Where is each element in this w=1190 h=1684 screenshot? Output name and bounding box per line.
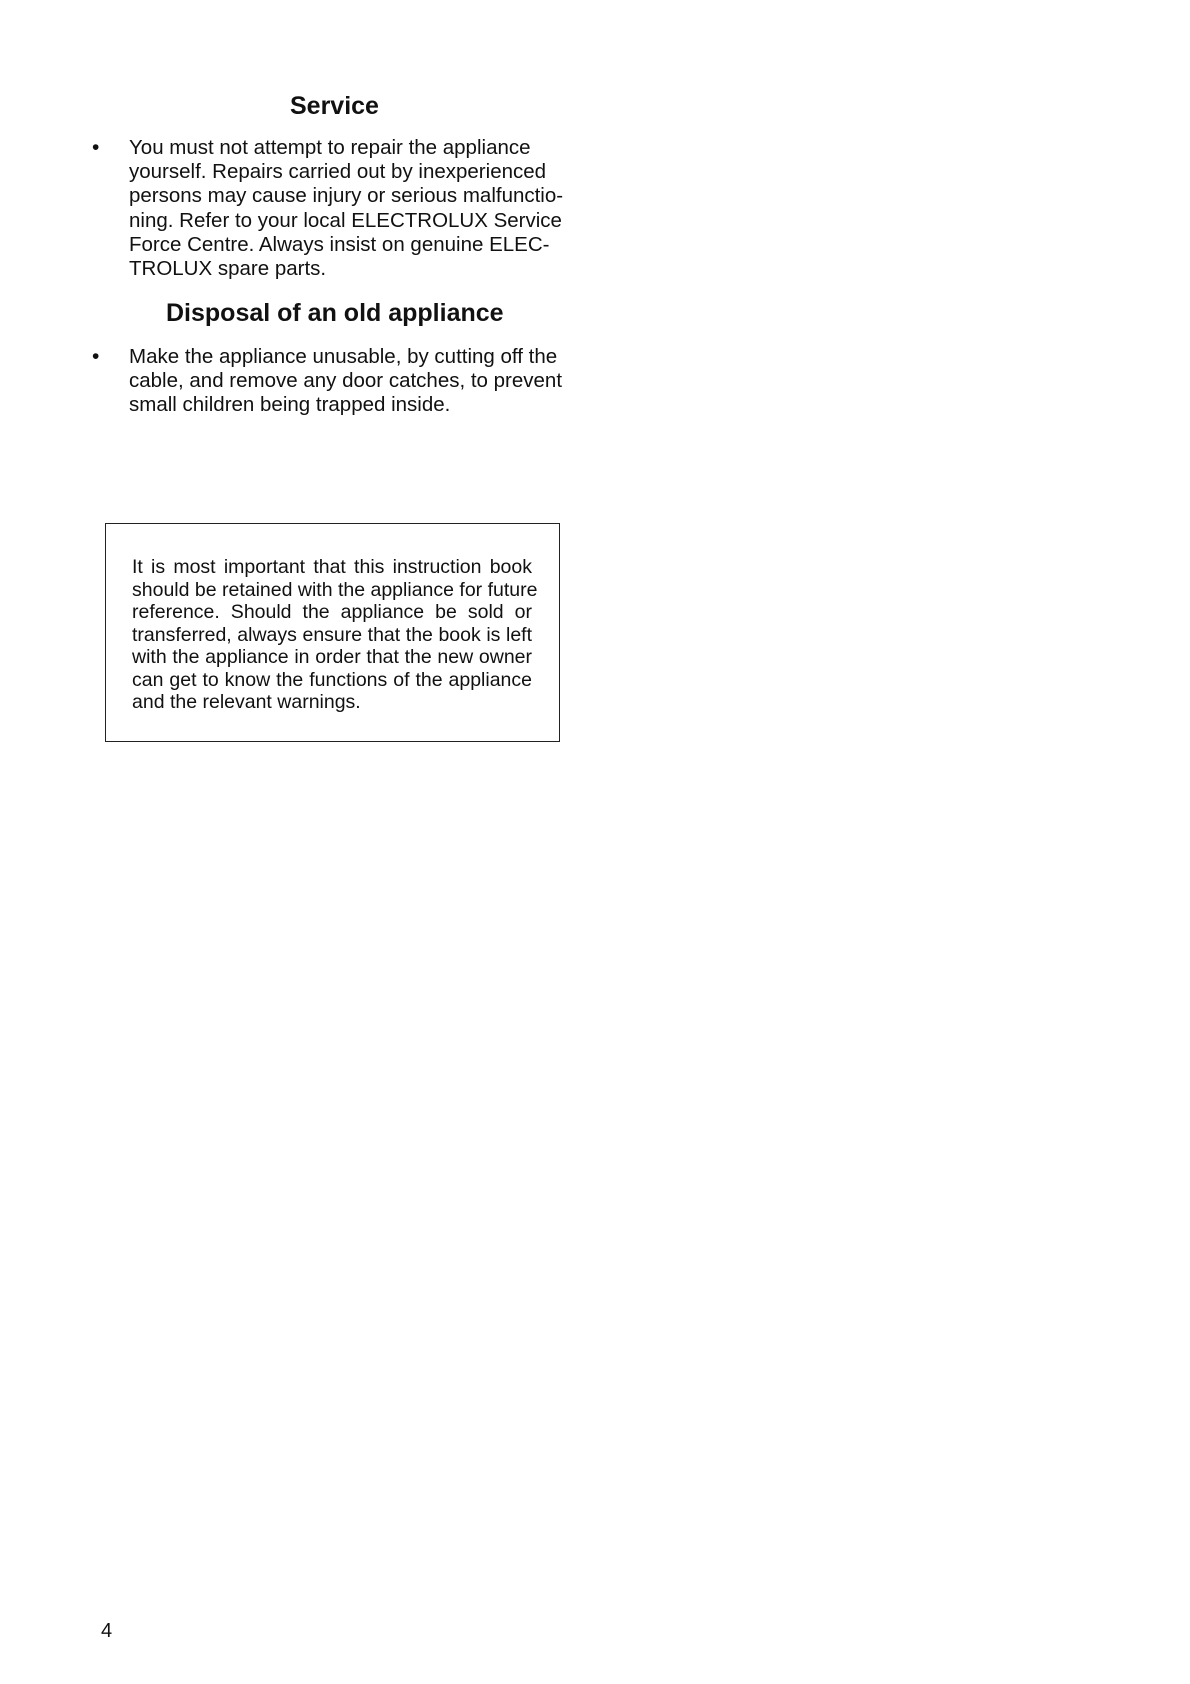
note-line: with the appliance in order that the new owner: [132, 646, 532, 668]
bullet-icon: •: [92, 345, 100, 368]
service-line: ning. Refer to your local ELECTROLUX Service: [129, 208, 562, 232]
service-line: TROLUX spare parts.: [129, 257, 327, 281]
important-note-text: [132, 556, 538, 714]
note-line: can get to know the functions of the appliance: [132, 668, 532, 691]
disposal-heading: Disposal of an old appliance: [166, 299, 504, 327]
disposal-paragraph: [129, 345, 579, 418]
bullet-icon: •: [92, 136, 100, 159]
service-line: persons may cause injury or serious malfunctio-: [129, 184, 564, 208]
service-heading: Service: [290, 92, 379, 120]
note-line: It is most important that this instruction book: [132, 556, 532, 578]
note-line: should be retained with the appliance for future: [132, 578, 538, 601]
service-paragraph: [129, 136, 579, 281]
important-note-box: [105, 523, 560, 742]
service-line: Force Centre. Always insist on genuine ELEC-: [129, 232, 550, 256]
disposal-line: cable, and remove any door catches, to prevent: [129, 369, 563, 393]
note-line: transferred, always ensure that the book is left: [132, 623, 532, 646]
service-line: You must not attempt to repair the appliance: [129, 136, 531, 159]
note-line: and the relevant warnings.: [132, 691, 361, 713]
page-number: 4: [101, 1620, 113, 1642]
service-line: yourself. Repairs carried out by inexperienced: [129, 160, 547, 184]
note-line: reference. Should the appliance be sold or: [132, 601, 532, 623]
disposal-line: small children being trapped inside.: [129, 393, 451, 417]
disposal-line: Make the appliance unusable, by cutting off the: [129, 345, 558, 368]
